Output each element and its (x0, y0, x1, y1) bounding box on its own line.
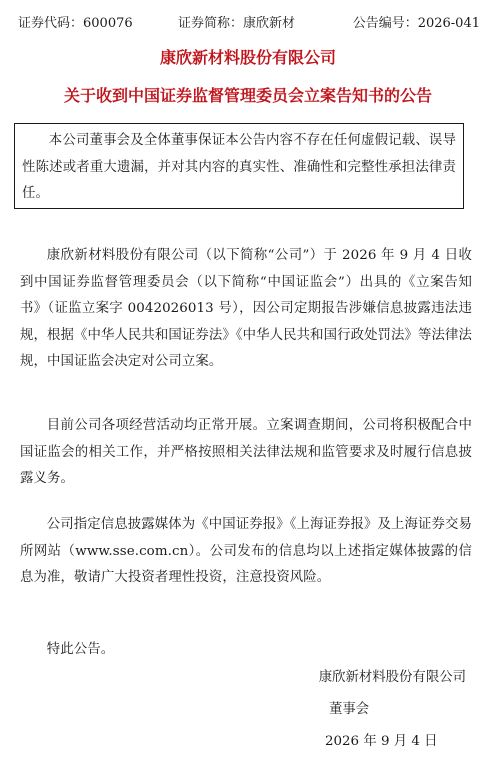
paragraph-text: 目前公司各项经营活动均正常开展。立案调查期间，公司将积极配合中国证监会的相关工作，并严格按照相关法律法规和监管要求及时履行信息披露义务。 (20, 418, 472, 486)
document-header (18, 14, 480, 34)
board-statement-box (14, 123, 464, 209)
paragraph-media (20, 512, 472, 592)
paragraph-text: 公司指定信息披露媒体为《中国证券报》《上海证券报》及上海证券交易所网站（www.sse.com.cn）。公司发布的信息均以上述指定媒体披露的信息为准，敬请广大投资者理性投资，注意投资风险。 (20, 517, 472, 585)
signature-company: 康欣新材料股份有限公司 (318, 670, 466, 685)
stock-code: 证券代码：600076 (18, 16, 133, 31)
signature-board: 董事会 (329, 702, 370, 717)
board-statement: 本公司董事会及全体董事保证本公告内容不存在任何虚假记载、误导性陈述或者重大遗漏，并对其内容的真实性、准确性和完整性承担法律责任。 (22, 133, 456, 201)
paragraph-filing-notice (20, 243, 472, 376)
paragraph-text: 特此公告。 (46, 642, 115, 657)
signature-date: 2026 年 9 月 4 日 (325, 734, 438, 749)
paragraph-operations (20, 413, 472, 493)
announcement-title: 关于收到中国证券监督管理委员会立案告知书的公告 (63, 86, 432, 105)
announcement-number: 公告编号：2026-041 (352, 16, 480, 31)
paragraph-closing (20, 637, 472, 664)
stock-abbreviation: 证券简称：康欣新材 (178, 16, 296, 31)
company-title: 康欣新材料股份有限公司 (159, 48, 336, 67)
paragraph-text: 康欣新材料股份有限公司（以下简称“公司”）于 2026 年 9 月 4 日收到中国证券监督管理委员会（以下简称“中国证监会”）出具的《立案告知书》（证监立案字 0042026013 号），因公司定期报告涉嫌信息披露违法违规，根据《中华人民共和国证券法》《中华人民共和国行政处罚法》等法律法规，中国证监会决定对公司立案。 (20, 248, 472, 369)
